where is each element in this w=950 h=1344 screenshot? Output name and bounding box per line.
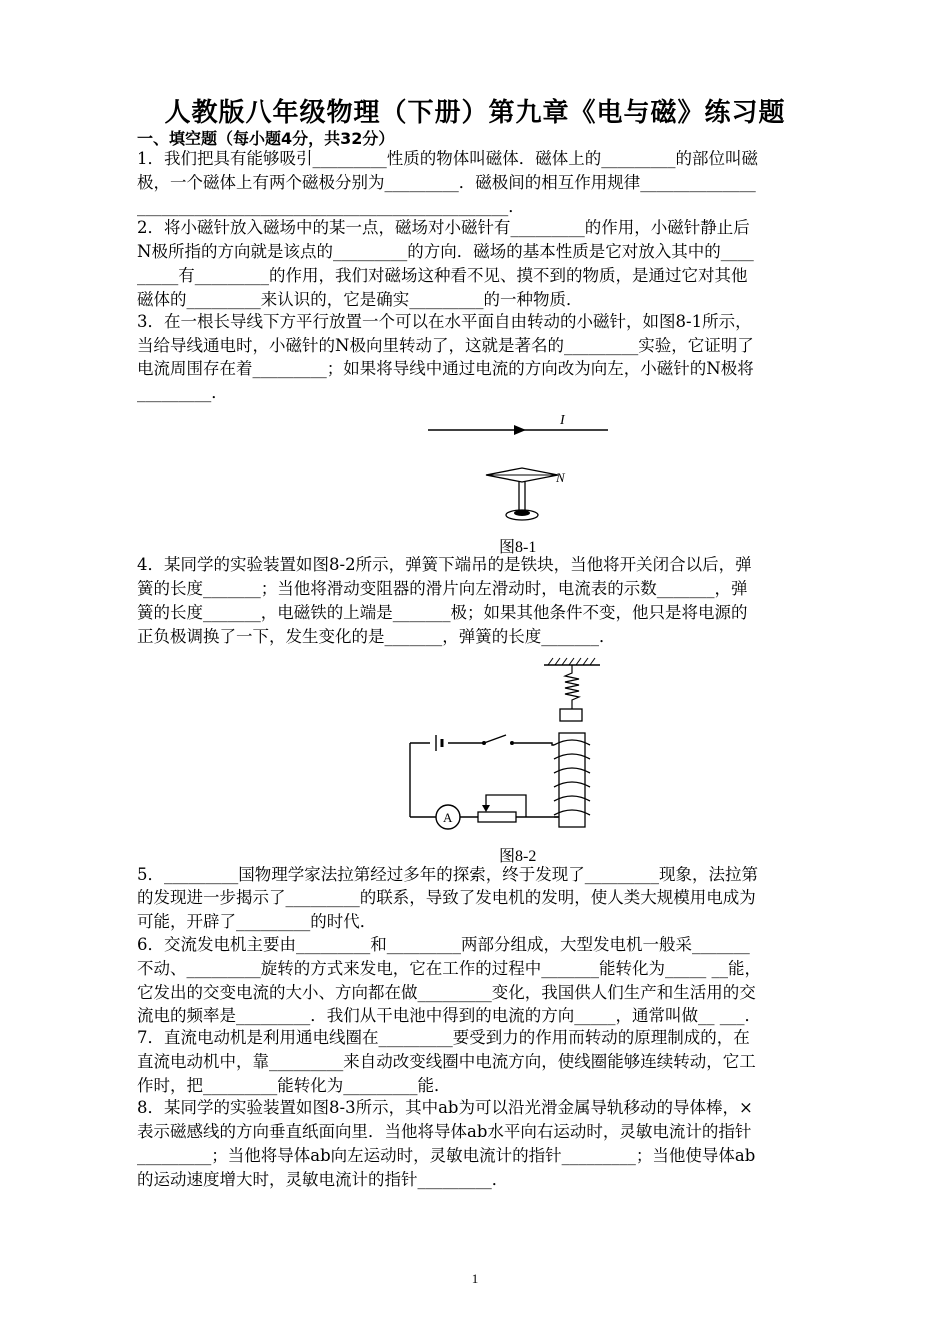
text-line: 表示磁感线的方向垂直纸面向里．当他将导体ab水平向右运动时，灵敏电流计的指针 — [137, 1122, 752, 1141]
text-line: 8．某同学的实验装置如图8-3所示，其中ab为可以沿光滑金属导轨移动的导体棒，× — [137, 1098, 753, 1117]
text-line: _________． — [137, 383, 228, 402]
text-line: _____有_________的作用，我们对磁场这种看不见、摸不到的物质，是通过它对其他 — [137, 266, 748, 285]
text-line: 它发出的交变电流的大小、方向都在做_________变化，我国供人们生产和生活用的交 — [137, 983, 756, 1002]
text-line: 簧的长度_______；当他将滑动变阻器的滑片向左滑动时，电流表的示数_______，弹 — [137, 579, 748, 598]
text-line: 磁体的_________来认识的，它是确实_________的一种物质． — [137, 290, 583, 309]
figure-8-2-caption: 图8-2 — [499, 848, 537, 865]
text-line: 直流电动机中，靠_________来自动改变线圈中电流方向，使线圈能够连续转动，它工 — [137, 1052, 756, 1071]
text-line: 可能，开辟了_________的时代． — [137, 912, 377, 931]
text-line: 流电的频率是_________．我们从干电池中得到的电流的方向_____，通常叫做__ ___． — [137, 1006, 761, 1025]
figure-8-1-caption: 图8-1 — [499, 539, 537, 556]
text-line: 的发现进一步揭示了_________的联系，导致了发电机的发明，使人类大规模用电成为 — [137, 888, 756, 907]
text-line: 6．交流发电机主要由_________和_________两部分组成，大型发电机一般采_______ — [137, 935, 750, 954]
text-line: 1．我们把具有能够吸引_________性质的物体叫磁体．磁体上的_________的部位叫磁 — [137, 149, 758, 168]
text-line: 极，一个磁体上有两个磁极分别为_________．磁极间的相互作用规律______________ — [137, 173, 756, 192]
text-line: _________；当他将导体ab向左运动时，灵敏电流计的指针_________；当他使导体ab — [137, 1146, 756, 1165]
ammeter-label: A — [443, 810, 453, 825]
text-line: 作时，把_________能转化为_________能． — [137, 1076, 451, 1095]
text-line: 7．直流电动机是利用通电线圈在_________要受到力的作用而转动的原理制成的，在 — [137, 1028, 750, 1047]
text-line: 电流周围存在着_________；如果将导线中通过电流的方向改为向左，小磁针的N极将 — [137, 359, 754, 378]
switch-icon — [484, 735, 506, 743]
page-title: 人教版八年级物理（下册）第九章《电与磁》练习题 — [164, 98, 786, 128]
text-line: 2．将小磁针放入磁场中的某一点，磁场对小磁针有_________的作用，小磁针静止后 — [137, 218, 750, 237]
text-line: 当给导线通电时，小磁针的N极向里转动了，这就是著名的_________实验，它证明了 — [137, 336, 754, 355]
text-line: _____________________________________________． — [137, 197, 525, 216]
north-label: N — [556, 470, 565, 485]
text-line: N极所指的方向就是该点的_________的方向．磁场的基本性质是它对放入其中的____ — [137, 242, 754, 261]
electromagnet-core — [559, 733, 585, 827]
current-label: I — [560, 413, 565, 428]
rheostat-icon — [478, 812, 516, 822]
text-line: 不动、_________旋转的方式来发电，它在工作的过程中_______能转化为_____ __能， — [137, 959, 761, 978]
section-heading: 一、填空题（每小题4分，共32分） — [137, 129, 395, 148]
text-line: 4．某同学的实验装置如图8-2所示，弹簧下端吊的是铁块，当他将开关闭合以后，弹 — [137, 555, 752, 574]
page-number: 1 — [471, 1271, 479, 1286]
spring-icon — [565, 665, 579, 705]
figure-8-2 — [402, 655, 632, 839]
text-line: 正负极调换了一下，发生变化的是_______，弹簧的长度_______． — [137, 627, 616, 646]
figure-8-1 — [420, 402, 620, 530]
current-arrow-icon — [514, 425, 526, 435]
iron-block — [560, 709, 582, 721]
text-line: 3．在一根长导线下方平行放置一个可以在水平面自由转动的小磁针，如图8-1所示， — [137, 312, 752, 331]
text-line: 的运动速度增大时，灵敏电流计的指针_________． — [137, 1170, 509, 1189]
text-line: 5．_________国物理学家法拉第经过多年的探索，终于发现了_________现象，法拉第 — [137, 865, 758, 884]
text-line: 簧的长度_______，电磁铁的上端是_______极；如果其他条件不变，他只是将电源的 — [137, 603, 748, 622]
